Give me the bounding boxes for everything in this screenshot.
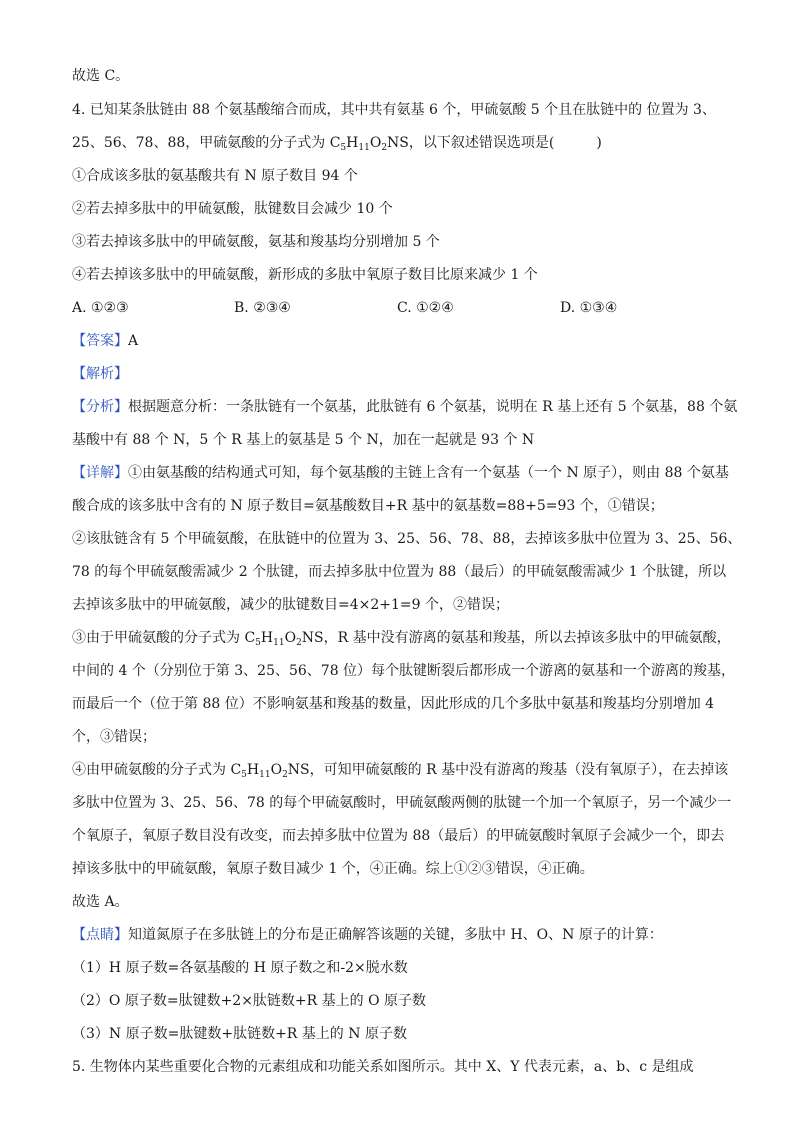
statement-2: ②若去掉多肽中的甲硫氨酸，肽键数目会减少 10 个 <box>72 201 393 217</box>
analysis-line-1: 【分析】根据题意分析：一条肽链有一个氨基，此肽链有 6 个氨基，说明在 R 基上还有 5 个氨基，88 个氨 <box>72 399 738 415</box>
option-c: C. ①②④ <box>397 300 454 316</box>
analysis-tag: 【分析】 <box>72 399 128 415</box>
detail-line-10: ④由甲硫氨酸的分子式为 $C_5H_{11}O_2NS$，可知甲硫氨酸的 R 基中没有游离的羧基（没有氧原子），在去掉该 <box>72 762 729 780</box>
detail-line-8: 而最后一个（位于第 88 位）不影响氨基和羧基的数量，因此形成的几个多肽中氨基和羧基均分别增加 4 <box>72 696 715 712</box>
detail-line-11: 多肽中位置为 3、25、56、78 的每个甲硫氨酸时，甲硫氨酸两侧的肽键一个加一个氧原子，另一个减少一 <box>72 795 732 811</box>
question-5-stem: 5. 生物体内某些重要化合物的元素组成和功能关系如图所示。其中 X、Y 代表元素，a、b、c 是组成 <box>72 1059 694 1075</box>
explanation-heading: 【解析】 <box>72 366 128 382</box>
detail-line-1: 【详解】①由氨基酸的结构通式可知，每个氨基酸的主链上含有一个氨基（一个 N 原子），则由 88 个氨基 <box>72 465 729 481</box>
option-a: A. ①②③ <box>72 300 129 316</box>
formula-n: （3）N 原子数=肽键数+肽链数+R 基上的 N 原子数 <box>72 1026 407 1042</box>
option-d: D. ①③④ <box>560 300 618 316</box>
detail-line-2: 酸合成的该多肽中含有的 N 原子数目=氨基酸数目+R 基中的氨基数=88+5=93 个，①错误； <box>72 498 664 514</box>
detail-tag: 【详解】 <box>72 465 128 481</box>
formula-h: （1）H 原子数=各氨基酸的 H 原子数之和-2×脱水数 <box>72 960 408 976</box>
answer-line <box>72 331 732 351</box>
detail-line-7: 中间的 4 个（分别位于第 3、25、56、78 位）每个肽键断裂后都形成一个游离的氨基和一个游离的羧基， <box>72 663 736 679</box>
key-point-line-1: 【点睛】知道氮原子在多肽链上的分布是正确解答该题的关键，多肽中 H、O、N 原子的计算： <box>72 927 663 943</box>
detail-line-12: 个氧原子，氧原子数目没有改变，而去掉多肽中位置为 88（最后）的甲硫氨酸时氧原子会减少一个，即去 <box>72 828 725 844</box>
previous-conclusion: 故选 C。 <box>72 68 130 84</box>
key-point-tag: 【点睛】 <box>72 927 128 943</box>
option-b: B. ②③④ <box>234 300 291 316</box>
statement-3: ③若去掉该多肽中的甲硫氨酸，氨基和羧基均分别增加 5 个 <box>72 234 440 250</box>
detail-line-3: ②该肽链含有 5 个甲硫氨酸，在肽链中的位置为 3、25、56、78、88，去掉该多肽中位置为 3、25、56、 <box>72 531 742 547</box>
answer-tag: 【答案】 <box>72 333 128 349</box>
statement-4: ④若去掉该多肽中的甲硫氨酸，新形成的多肽中氧原子数目比原来减少 1 个 <box>72 267 538 283</box>
answer-value: A <box>128 333 139 349</box>
formula-o: （2）O 原子数=肽键数+2×肽链数+R 基上的 O 原子数 <box>72 993 427 1009</box>
detail-line-4: 78 的每个甲硫氨酸需减少 2 个肽键，而去掉多肽中位置为 88（最后）的甲硫氨酸需减少 1 个肽键，所以 <box>72 564 727 580</box>
detail-line-5: 去掉该多肽中的甲硫氨酸，减少的肽键数目=4×2+1=9 个，②错误； <box>72 597 509 613</box>
final-choice: 故选 A。 <box>72 894 129 910</box>
analysis-line-2: 基酸中有 88 个 N，5 个 R 基上的氨基是 5 个 N，加在一起就是 93 个 N <box>72 432 535 448</box>
detail-line-13: 掉该多肽中的甲硫氨酸，氧原子数目减少 1 个，④正确。综上①②③错误，④正确。 <box>72 861 594 877</box>
statement-1: ①合成该多肽的氨基酸共有 N 原子数目 94 个 <box>72 168 358 184</box>
detail-line-9: 个，③错误； <box>72 729 156 745</box>
question-4-stem-line-1: 4. 已知某条肽链由 88 个氨基酸缩合而成，其中共有氨基 6 个，甲硫氨酸 5 个且在肽链中的 位置为 3、 <box>72 102 716 118</box>
question-4-stem-line-2: 25、56、78、88，甲硫氨酸的分子式为 $C_5H_{11}O_2NS$，以下叙述错误选项是( ) <box>72 135 602 153</box>
detail-line-6: ③由于甲硫氨酸的分子式为 $C_5H_{11}O_2NS$，R 基中没有游离的氨基和羧基，所以去掉该多肽中的甲硫氨酸， <box>72 630 731 648</box>
